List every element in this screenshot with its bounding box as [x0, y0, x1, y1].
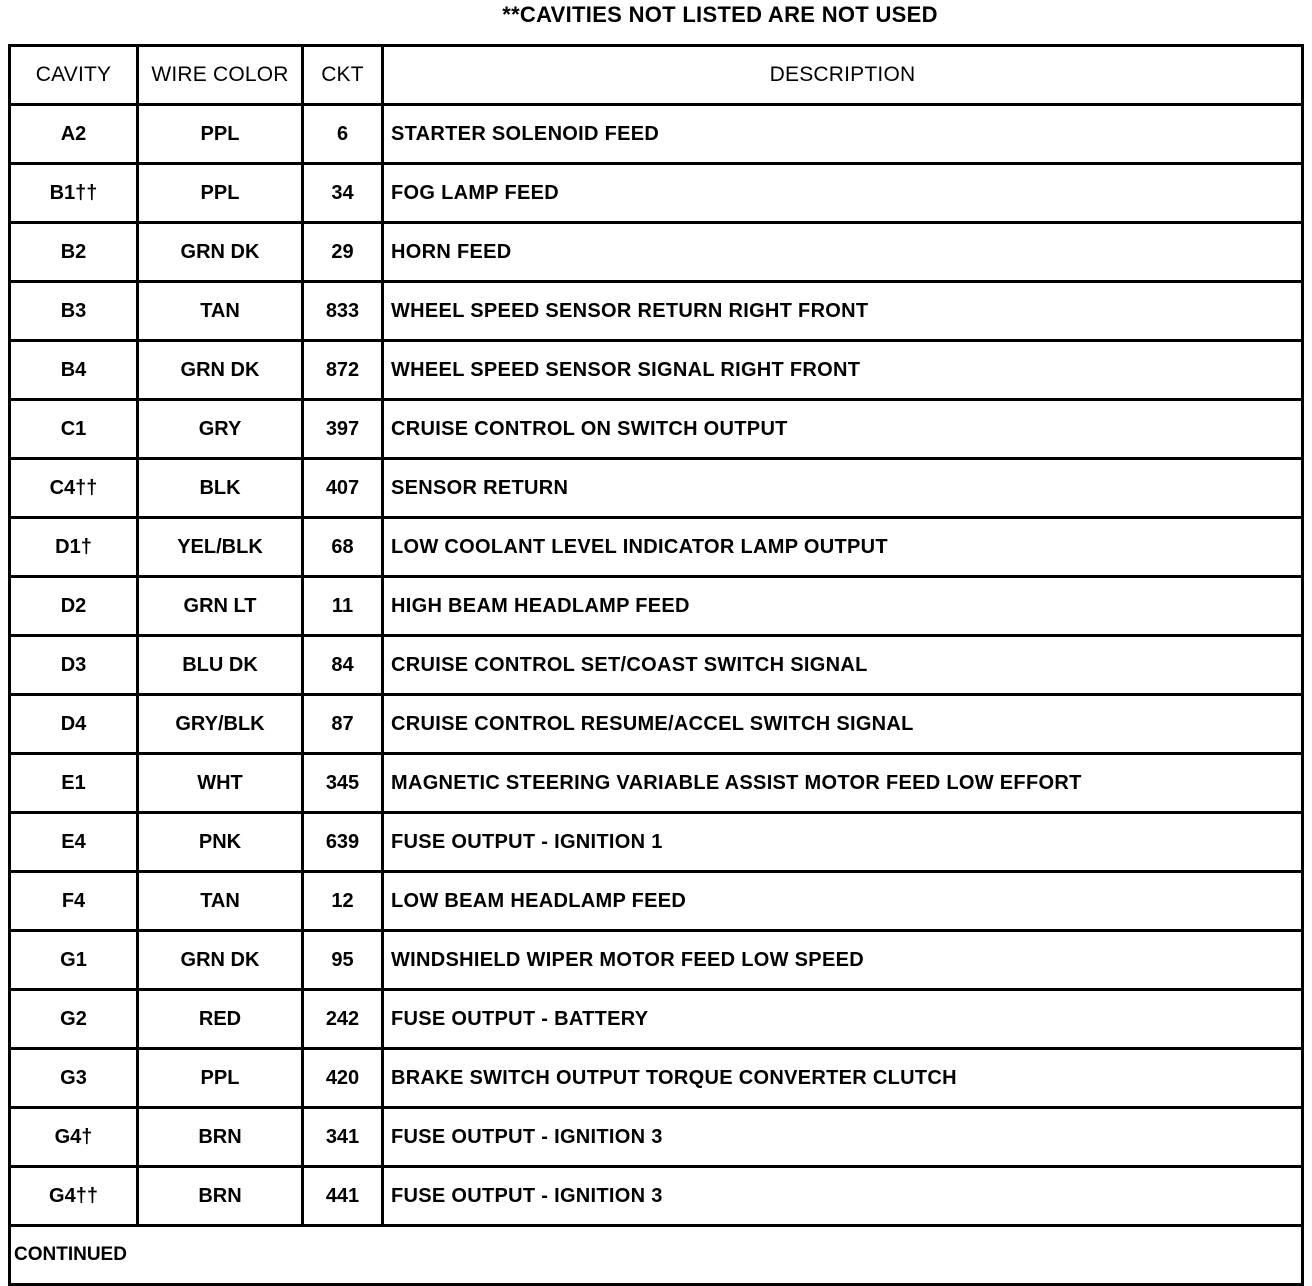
table-row [10, 1049, 1303, 1108]
cavity-cell: E1 [10, 754, 138, 813]
cavity-cell: C1 [10, 400, 138, 459]
ckt-cell: 6 [303, 105, 383, 164]
description-cell: CRUISE CONTROL SET/COAST SWITCH SIGNAL [383, 636, 1303, 695]
wire-color-cell: PPL [138, 164, 303, 223]
wire-color-cell: GRN LT [138, 577, 303, 636]
cavity-cell: D2 [10, 577, 138, 636]
cavity-cell: B3 [10, 282, 138, 341]
header-wire-color: WIRE COLOR [138, 46, 303, 105]
table-row [10, 1167, 1303, 1226]
description-cell: MAGNETIC STEERING VARIABLE ASSIST MOTOR FEED LOW EFFORT [383, 754, 1303, 813]
cavity-cell: D3 [10, 636, 138, 695]
wire-color-cell: PNK [138, 813, 303, 872]
table-row [10, 872, 1303, 931]
description-cell: CRUISE CONTROL RESUME/ACCEL SWITCH SIGNAL [383, 695, 1303, 754]
table-body [10, 105, 1303, 1226]
cavity-cell: E4 [10, 813, 138, 872]
ckt-cell: 11 [303, 577, 383, 636]
cavity-cell: B4 [10, 341, 138, 400]
wire-color-cell: BLK [138, 459, 303, 518]
description-cell: LOW BEAM HEADLAMP FEED [383, 872, 1303, 931]
table-row [10, 223, 1303, 282]
ckt-cell: 639 [303, 813, 383, 872]
wire-color-cell: WHT [138, 754, 303, 813]
description-cell: FUSE OUTPUT - IGNITION 3 [383, 1167, 1303, 1226]
cavity-cell: B1†† [10, 164, 138, 223]
description-cell: FUSE OUTPUT - IGNITION 3 [383, 1108, 1303, 1167]
description-cell: FUSE OUTPUT - BATTERY [383, 990, 1303, 1049]
description-cell: FUSE OUTPUT - IGNITION 1 [383, 813, 1303, 872]
table-row [10, 754, 1303, 813]
wire-color-cell: PPL [138, 105, 303, 164]
ckt-cell: 29 [303, 223, 383, 282]
continued-row [10, 1226, 1303, 1285]
table-row [10, 105, 1303, 164]
description-cell: WINDSHIELD WIPER MOTOR FEED LOW SPEED [383, 931, 1303, 990]
cavity-cell: F4 [10, 872, 138, 931]
cavity-cell: D1† [10, 518, 138, 577]
wire-color-cell: RED [138, 990, 303, 1049]
cavity-cell: G2 [10, 990, 138, 1049]
ckt-cell: 34 [303, 164, 383, 223]
table-row [10, 931, 1303, 990]
description-cell: CRUISE CONTROL ON SWITCH OUTPUT [383, 400, 1303, 459]
ckt-cell: 341 [303, 1108, 383, 1167]
table-row [10, 813, 1303, 872]
description-cell: LOW COOLANT LEVEL INDICATOR LAMP OUTPUT [383, 518, 1303, 577]
cavity-cell: G4†† [10, 1167, 138, 1226]
description-cell: FOG LAMP FEED [383, 164, 1303, 223]
description-cell: SENSOR RETURN [383, 459, 1303, 518]
cavity-cell: G3 [10, 1049, 138, 1108]
table-row [10, 1108, 1303, 1167]
ckt-cell: 242 [303, 990, 383, 1049]
continued-label: CONTINUED [10, 1226, 1303, 1285]
table-header-row [10, 46, 1303, 105]
wire-color-cell: BRN [138, 1167, 303, 1226]
ckt-cell: 397 [303, 400, 383, 459]
ckt-cell: 407 [303, 459, 383, 518]
table-row [10, 636, 1303, 695]
description-cell: HORN FEED [383, 223, 1303, 282]
wire-color-cell: TAN [138, 282, 303, 341]
wire-color-cell: YEL/BLK [138, 518, 303, 577]
description-cell: WHEEL SPEED SENSOR SIGNAL RIGHT FRONT [383, 341, 1303, 400]
wire-color-cell: TAN [138, 872, 303, 931]
table-row [10, 400, 1303, 459]
wire-color-cell: GRN DK [138, 931, 303, 990]
ckt-cell: 12 [303, 872, 383, 931]
table-row [10, 518, 1303, 577]
table-row [10, 695, 1303, 754]
table-row [10, 282, 1303, 341]
cavity-cell: B2 [10, 223, 138, 282]
cavity-table [8, 44, 1304, 1286]
table-row [10, 341, 1303, 400]
cavity-cell: A2 [10, 105, 138, 164]
ckt-cell: 420 [303, 1049, 383, 1108]
table-row [10, 577, 1303, 636]
header-ckt: CKT [303, 46, 383, 105]
cavity-cell: G4† [10, 1108, 138, 1167]
wire-color-cell: GRN DK [138, 223, 303, 282]
ckt-cell: 872 [303, 341, 383, 400]
header-description: DESCRIPTION [383, 46, 1303, 105]
cavity-cell: C4†† [10, 459, 138, 518]
description-cell: WHEEL SPEED SENSOR RETURN RIGHT FRONT [383, 282, 1303, 341]
ckt-cell: 345 [303, 754, 383, 813]
ckt-cell: 84 [303, 636, 383, 695]
cavity-cell: D4 [10, 695, 138, 754]
ckt-cell: 87 [303, 695, 383, 754]
description-cell: STARTER SOLENOID FEED [383, 105, 1303, 164]
wire-color-cell: BRN [138, 1108, 303, 1167]
table-row [10, 990, 1303, 1049]
table-row [10, 459, 1303, 518]
table-row [10, 164, 1303, 223]
cavity-cell: G1 [10, 931, 138, 990]
wire-color-cell: GRY/BLK [138, 695, 303, 754]
description-cell: BRAKE SWITCH OUTPUT TORQUE CONVERTER CLUTCH [383, 1049, 1303, 1108]
wire-color-cell: GRN DK [138, 341, 303, 400]
ckt-cell: 441 [303, 1167, 383, 1226]
wire-color-cell: PPL [138, 1049, 303, 1108]
description-cell: HIGH BEAM HEADLAMP FEED [383, 577, 1303, 636]
ckt-cell: 95 [303, 931, 383, 990]
wire-color-cell: BLU DK [138, 636, 303, 695]
cavities-note: **CAVITIES NOT LISTED ARE NOT USED [502, 2, 938, 27]
ckt-cell: 833 [303, 282, 383, 341]
ckt-cell: 68 [303, 518, 383, 577]
wire-color-cell: GRY [138, 400, 303, 459]
header-cavity: CAVITY [10, 46, 138, 105]
